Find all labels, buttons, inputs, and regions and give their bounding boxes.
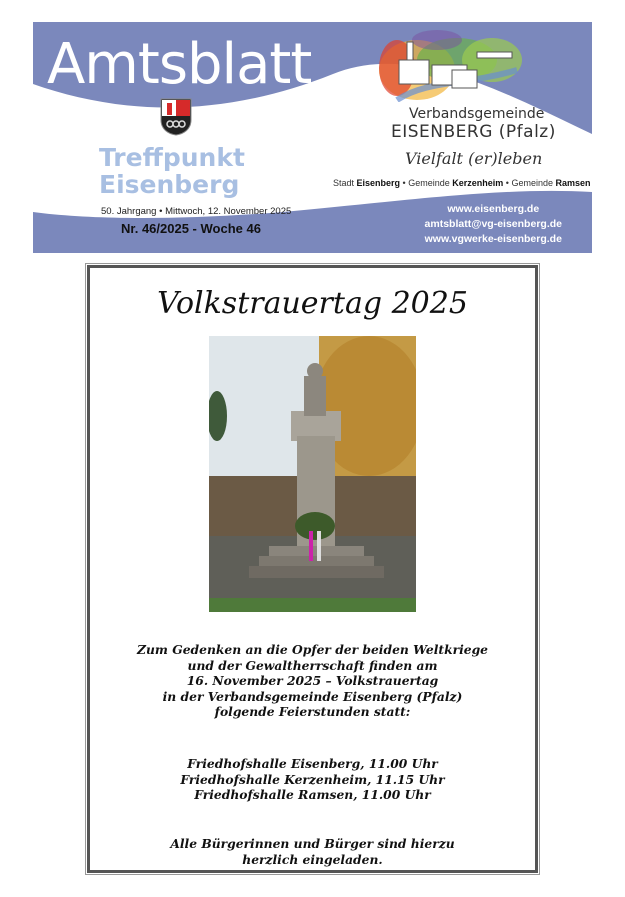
text-line: herzlich eingeladen. (242, 851, 383, 867)
coat-of-arms-icon (160, 98, 192, 136)
announcement-frame (87, 265, 538, 873)
vgwerke-link[interactable]: www.vgwerke-eisenberg.de (424, 233, 562, 245)
masthead-subtitle (99, 144, 245, 198)
masthead-title: Amtsblatt (47, 32, 312, 97)
masthead (33, 22, 592, 253)
intro-text (90, 642, 535, 720)
closing-text (90, 836, 535, 867)
town-watercolor-logo (377, 30, 527, 102)
event-item: Friedhofshalle Ramsen, 11.00 Uhr (194, 787, 431, 802)
text-line: folgende Feierstunden statt: (214, 704, 411, 719)
municipality-name: Kerzenheim (452, 178, 504, 188)
event-item: Friedhofshalle Kerzenheim, 11.15 Uhr (180, 771, 445, 787)
municipalities: Stadt Eisenberg • Gemeinde Kerzenheim • Gemeinde Ramsen (333, 178, 591, 188)
municipality-prefix: Stadt (333, 178, 355, 188)
issue-number: Nr. 46/2025 - Woche 46 (121, 221, 261, 236)
text-line: und der Gewaltherrschaft finden am (187, 657, 438, 673)
text-line: 16. November 2025 – Volkstrauertag (186, 673, 439, 688)
subtitle-line: Eisenberg (99, 170, 240, 199)
municipality-name: Eisenberg (356, 178, 401, 188)
website-link[interactable]: www.eisenberg.de (447, 203, 540, 215)
text-line: Alle Bürgerinnen und Bürger sind hierzu (170, 836, 455, 851)
event-item: Friedhofshalle Eisenberg, 11.00 Uhr (187, 756, 438, 771)
contact-links (425, 202, 562, 247)
municipality-name: Ramsen (555, 178, 591, 188)
war-memorial-photo (209, 336, 416, 612)
municipality-prefix: Gemeinde (511, 178, 553, 188)
org-name: Verbandsgemeinde (409, 106, 545, 122)
issue-info: 50. Jahrgang • Mittwoch, 12. November 2025 (101, 206, 292, 217)
text-line: Zum Gedenken an die Opfer der beiden Weltkriege (136, 642, 489, 657)
subtitle-line: Treffpunkt (99, 143, 245, 172)
org-name-main: EISENBERG (Pfalz) (391, 122, 556, 142)
event-list (90, 756, 535, 803)
email-link[interactable]: amtsblatt@vg-eisenberg.de (424, 218, 562, 230)
text-line: in der Verbandsgemeinde Eisenberg (Pfalz) (162, 688, 463, 704)
municipality-prefix: Gemeinde (408, 178, 450, 188)
slogan: Vielfalt (er)leben (405, 149, 543, 168)
announcement-title: Volkstrauertag 2025 (157, 286, 468, 321)
